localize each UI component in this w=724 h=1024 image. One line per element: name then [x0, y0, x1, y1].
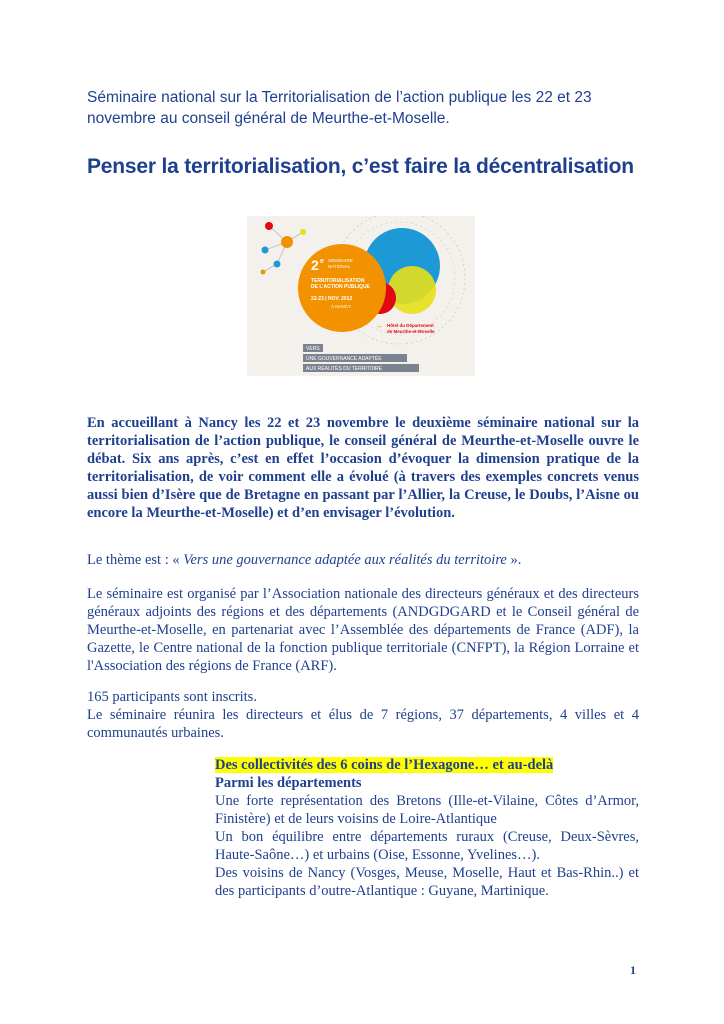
box-subheading: Parmi les départements: [215, 775, 362, 791]
dot-red-icon: [265, 222, 273, 230]
poster-line2: NATIONAL: [328, 264, 351, 269]
box-item-2: Un bon équilibre entre départements ruraux (Creuse, Deux-Sèvres, Haute-Saône…) et urbains (Oise, Essonne, Yvelines…).: [215, 829, 639, 863]
poster-venue2: de Meurthe-et-Moselle: [387, 329, 435, 334]
poster-line1: SÉMINAIRE: [328, 258, 353, 263]
dot-orange-small-icon: [261, 270, 266, 275]
seminar-intro: Séminaire national sur la Territorialisation de l’action publique les 22 et 23 novembre au conseil général de Meurthe-et-Moselle.: [87, 89, 592, 127]
poster-venue1: Hôtel du Département: [387, 323, 434, 328]
poster-number: 2: [311, 257, 319, 273]
yellow-circle-icon: [388, 266, 436, 314]
poster-band2: UNE GOUVERNANCE ADAPTÉE: [306, 356, 382, 362]
dot-yellow-icon: [300, 229, 306, 235]
page-number: 1: [630, 963, 636, 977]
theme-line: [87, 551, 639, 569]
poster-graphic: [247, 216, 475, 376]
poster-line4: DE L’ACTION PUBLIQUE: [311, 284, 370, 290]
poster-dates: 22-23 | NOV. 2012: [311, 296, 353, 302]
arrow-right-icon: →: [375, 321, 383, 330]
poster-superscript: e: [320, 258, 324, 265]
seminar-poster: [247, 216, 475, 376]
poster-line3: TERRITORIALISATION: [311, 278, 365, 284]
page-title: Penser la territorialisation, c’est faire la décentralisation: [87, 155, 634, 178]
gathering-text: Le séminaire réunira les directeurs et élus de 7 régions, 37 départements, 4 villes et 4 communautés urbaines.: [87, 707, 639, 741]
lead-paragraph: En accueillant à Nancy les 22 et 23 novembre le deuxième séminaire national sur la territorialisation de l’action publique, le conseil général de Meurthe-et-Moselle ouvre le débat. Six ans après, c’est en effet l’occasion d’évoquer la dimension pratique de la territorialisation, de voir comment elle a évolué (à travers des exemples concrets venus aussi bien d’Isère que de Bretagne en passant par l’Allier, la Creuse, le Doubs, l’Aisne ou encore la Meurthe-et-Moselle) et d’en envisager l’évolution.: [87, 415, 639, 521]
organization-paragraph: Le séminaire est organisé par l’Association nationale des directeurs généraux et des directeurs généraux adjoints des régions et des départements (ANDGDGARD et le Conseil général de Meurthe-et-Moselle, en partenariat avec l’Assemblée des départements de France (ADF), la Gazette, le Centre national de la fonction publique territoriale (CNFPT), la Région Lorraine et l'Association des régions de France (ARF).: [87, 586, 639, 674]
collectivities-box: [215, 756, 639, 900]
theme-quote: Vers une gouvernance adaptée aux réalités du territoire: [183, 552, 507, 568]
dot-orange-icon: [281, 236, 293, 248]
dot-blue-small-icon: [274, 261, 281, 268]
box-item-3: Des voisins de Nancy (Vosges, Meuse, Moselle, Haut et Bas-Rhin..) et des participants d’outre-Atlantique : Guyane, Martinique.: [215, 865, 639, 899]
poster-band3: AUX RÉALITÉS DU TERRITOIRE: [306, 366, 382, 372]
participants-count: 165 participants sont inscrits.: [87, 689, 257, 705]
theme-prefix: Le thème est : «: [87, 552, 184, 568]
box-heading: Des collectivités des 6 coins de l’Hexagone… et au-delà: [215, 757, 554, 773]
box-item-1: Une forte représentation des Bretons (Ille-et-Vilaine, Côtes d’Armor, Finistère) et de leurs voisins de Loire-Atlantique: [215, 793, 639, 827]
poster-band1: VERS: [306, 346, 320, 352]
poster-place: À NANCY: [331, 304, 352, 309]
participants-block: [87, 688, 639, 742]
theme-suffix: ».: [506, 552, 522, 568]
dot-blue-icon: [262, 247, 269, 254]
network-lines-icon: [263, 226, 303, 272]
